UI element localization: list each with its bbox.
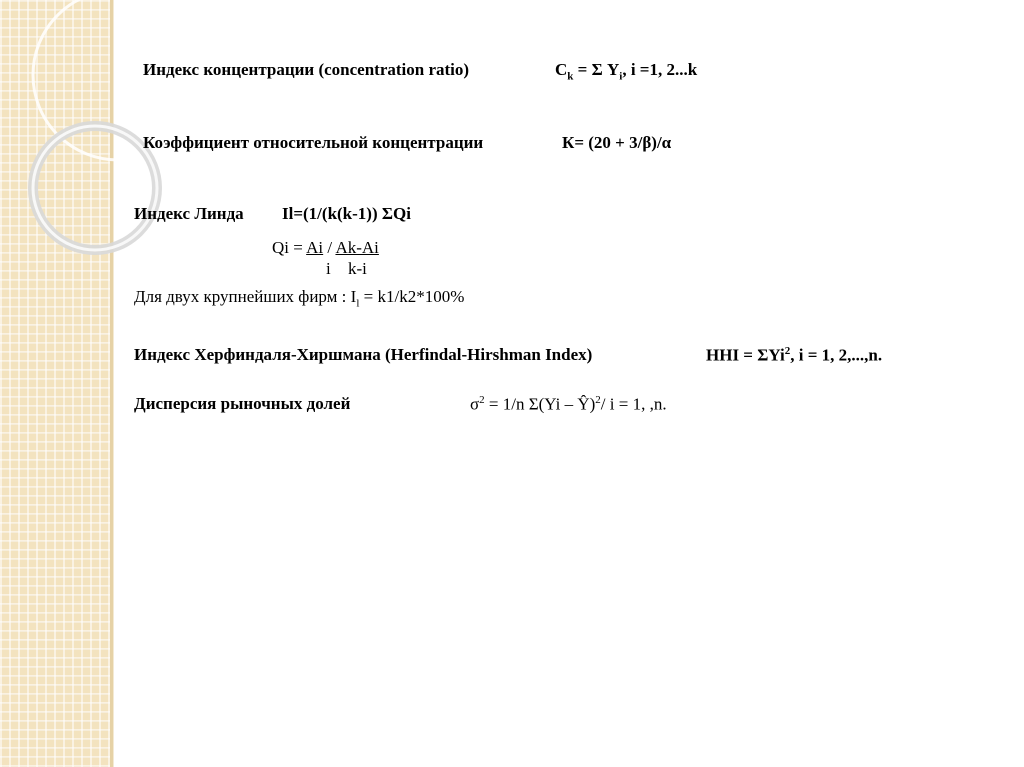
linda-index-label: Индекс Линда — [134, 204, 244, 223]
qi-denominator-i: i — [326, 259, 331, 278]
concentration-ratio-formula: $C_k = \Sigma$ $Y_i$, i =1, 2...k — [555, 60, 698, 83]
hhi-formula: HHI = ΣYi$^2$, i = 1, 2,...,n. — [706, 345, 883, 365]
hhi-label: Индекс Херфиндаля-Хиршмана (Herfindal-Hirshman Index) — [134, 345, 593, 364]
qi-denominator-ki: k-i — [348, 259, 367, 278]
concentration-ratio-label: Индекс концентрации (concentration ratio) — [143, 60, 470, 79]
relative-concentration-formula: К= (20 + 3/β)/α — [562, 133, 672, 152]
dispersion-label: Дисперсия рыночных долей — [134, 394, 351, 413]
linda-index-formula: Il=(1/(k(k-1)) ΣQi — [282, 204, 411, 223]
two-largest-firms-formula: Для двух крупнейших фирм : $I_l = k1/k2*100\%$ — [134, 287, 465, 310]
qi-formula: Qi = Ai / Ak-Ai — [272, 238, 379, 257]
decorative-circle-ring-highlight — [33, 126, 157, 250]
dispersion-formula: $\sigma^2 = 1/n$ Σ(Yi – Ŷ)$^2$/ i = 1, ,n. — [470, 394, 667, 414]
relative-concentration-label: Коэффициент относительной концентрации — [143, 133, 484, 152]
